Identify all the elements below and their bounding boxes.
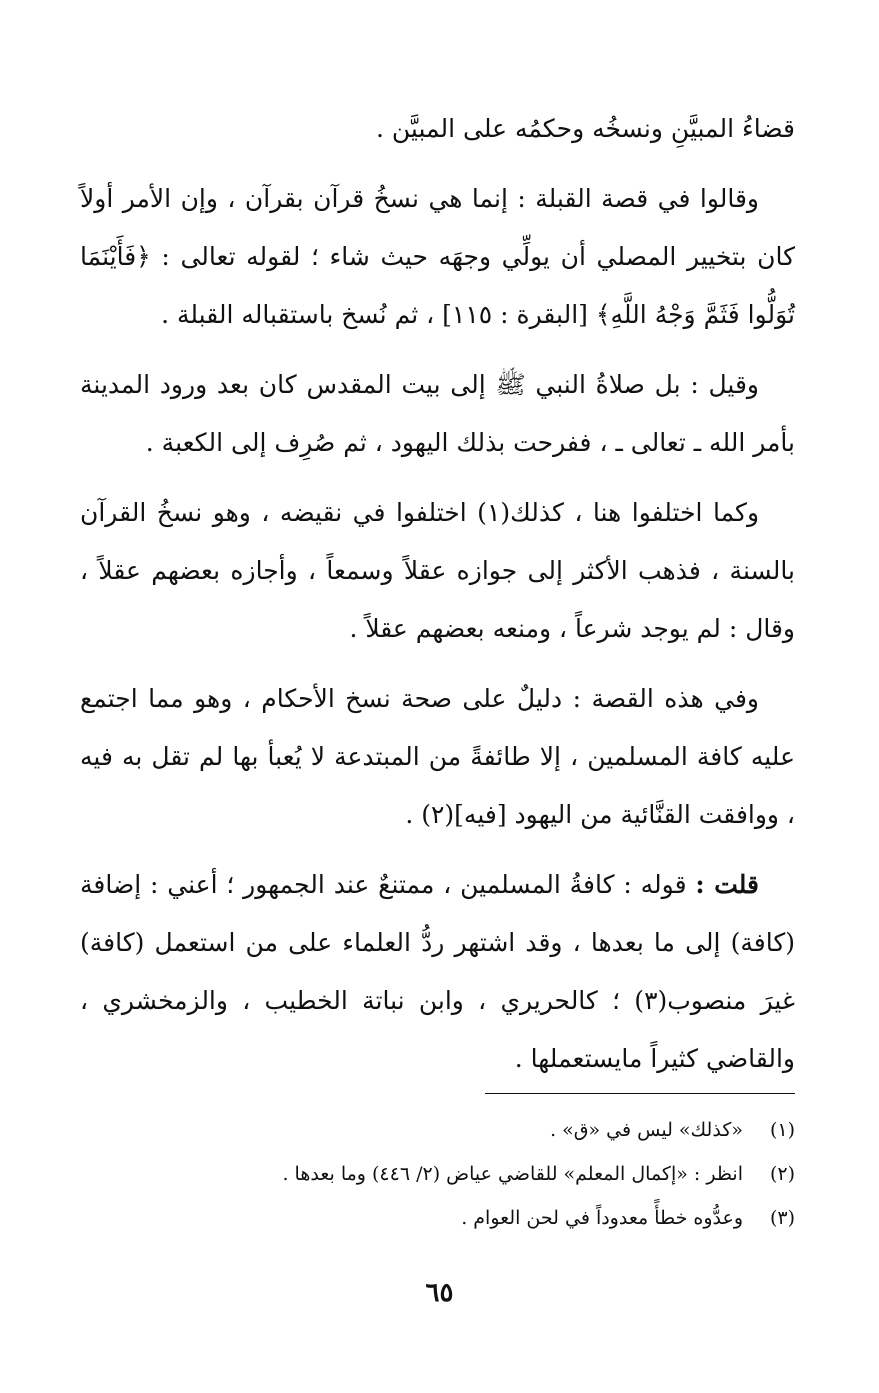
paragraph-5: وفي هذه القصة : دليلٌ على صحة نسخ الأحكام ، وهو مما اجتمع عليه كافة المسلمين ، إلا طائفةً من المبتدعة لا يُعبأ بها لم تقل به فيه ، ووافقت القنَّائية من اليهود [فيه](٢) .	[80, 684, 795, 829]
footnote-2-text: انظر : «إكمال المعلم» للقاضي عياض (٢/ ٤٤٦) وما بعدها .	[282, 1163, 743, 1185]
paragraph-2: وقالوا في قصة القبلة : إنما هي نسخُ قرآن بقرآن ، وإن الأمر أولاً كان بتخيير المصلي أن يولِّي وجهَه حيث شاء ؛ لقوله تعالى : ﴿فَأَيْنَمَا تُوَلُّوا فَثَمَّ وَجْهُ اللَّهِ﴾ [البقرة : ١١٥] ، ثم نُسخ باستقباله القبلة .	[80, 184, 795, 329]
footnote-2	[80, 1152, 795, 1196]
footnote-3-number: (٣)	[769, 1207, 795, 1229]
footnote-divider	[485, 1093, 795, 1094]
page-number: ٦٥	[425, 1278, 454, 1308]
main-text	[80, 100, 795, 1100]
paragraph-6-lead: قلت :	[695, 870, 759, 899]
footnote-1-text: «كذلك» ليس في «ق» .	[550, 1119, 743, 1141]
paragraph-4: وكما اختلفوا هنا ، كذلك(١) اختلفوا في نقيضه ، وهو نسخُ القرآن بالسنة ، فذهب الأكثر إلى جوازه عقلاً وسمعاً ، وأجازه بعضهم عقلاً ، وقال : لم يوجد شرعاً ، ومنعه بعضهم عقلاً .	[80, 498, 795, 643]
footnote-1	[80, 1108, 795, 1152]
footnote-3	[80, 1196, 795, 1240]
paragraph-1: قضاءُ المبيَّنِ ونسخُه وحكمُه على المبيَّن .	[376, 114, 795, 143]
footnote-3-text: وعدُّوه خطأً معدوداً في لحن العوام .	[461, 1207, 743, 1229]
footnote-1-number: (١)	[769, 1119, 795, 1141]
footnotes	[80, 1108, 795, 1240]
paragraph-6	[80, 856, 795, 1088]
paragraph-3: وقيل : بل صلاةُ النبي ﷺ إلى بيت المقدس كان بعد ورود المدينة بأمر الله ـ تعالى ـ ، ففرحت بذلك اليهود ، ثم صُرِف إلى الكعبة .	[80, 370, 795, 457]
footnote-2-number: (٢)	[769, 1163, 795, 1185]
paragraph-6-body: قوله : كافةُ المسلمين ، ممتنعٌ عند الجمهور ؛ أعني : إضافة (كافة) إلى ما بعدها ، وقد اشتهر ردُّ العلماء على من استعمل (كافة) غيرَ منصوب(٣) ؛ كالحريري ، وابن نباتة الخطيب ، والزمخشري ، والقاضي كثيراً مايستعملها .	[80, 870, 795, 1073]
